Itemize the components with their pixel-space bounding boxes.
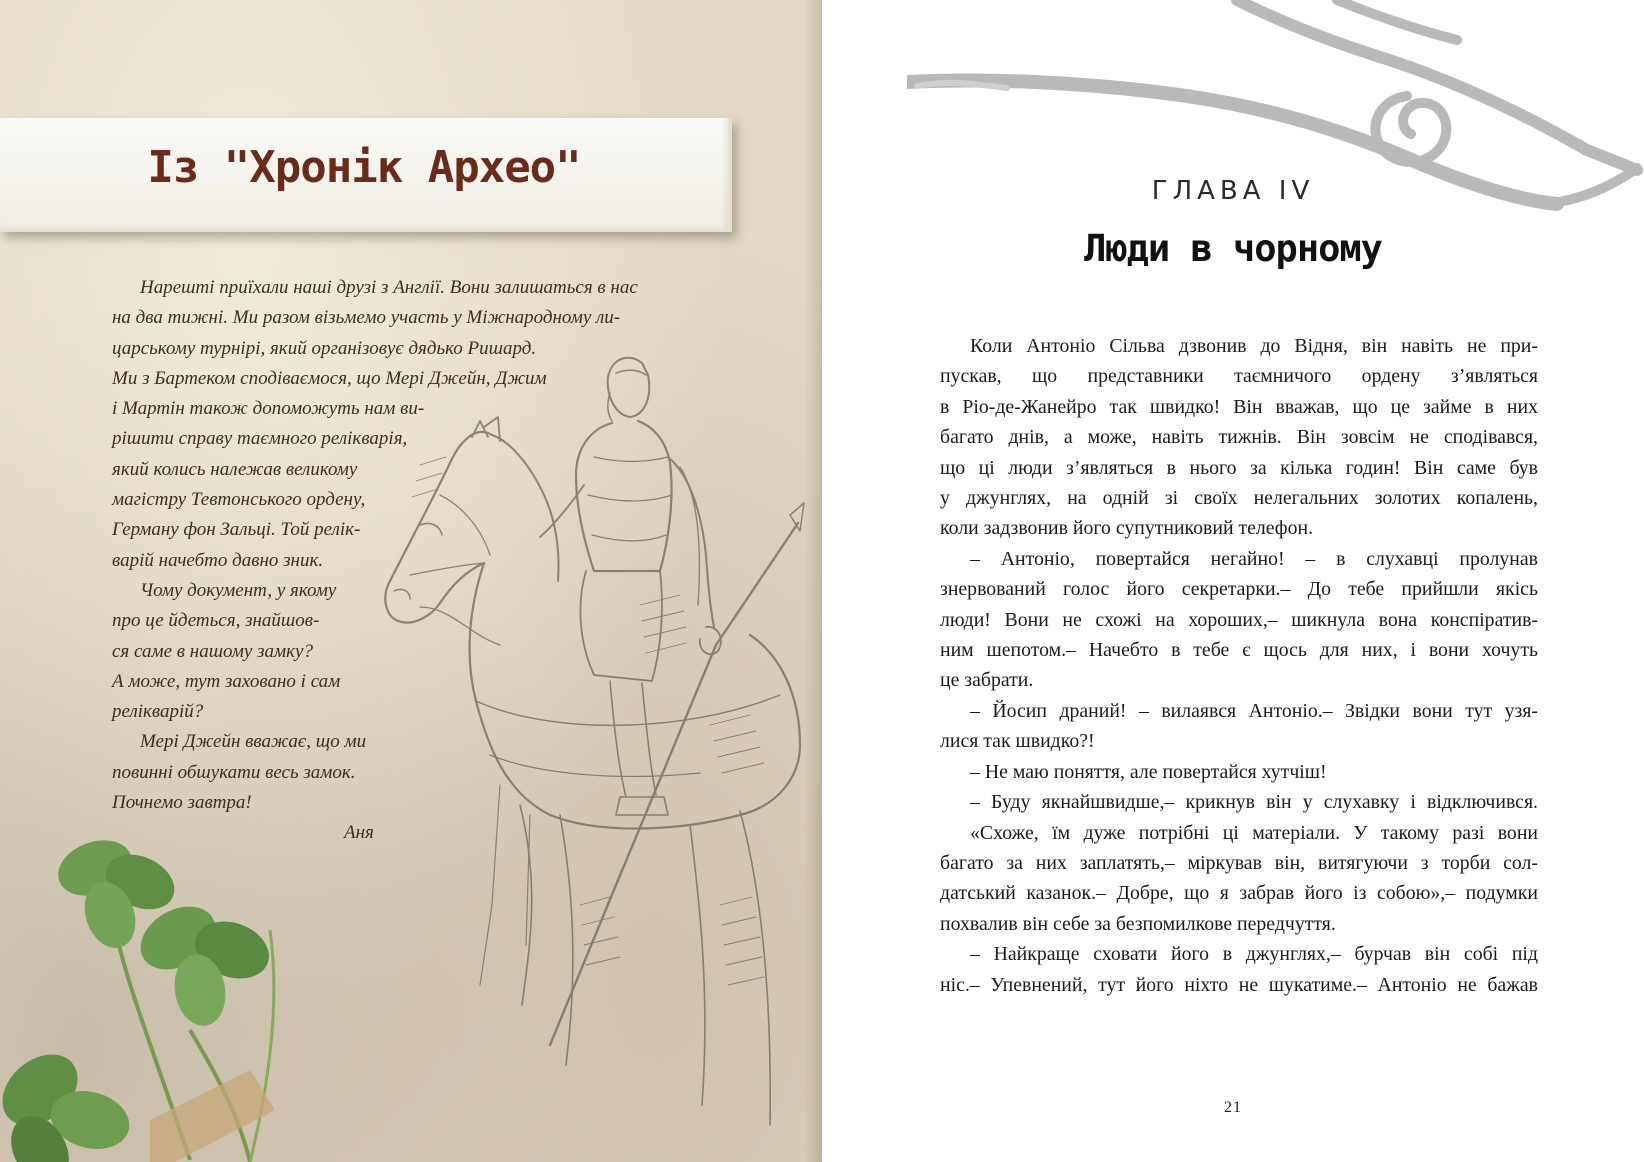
body-line: похвалив він себе за безпомилкове передчуття. (940, 912, 1336, 935)
body-line: багато днів, а може, навіть тижнів. Він зовсім не сподівався, (940, 426, 1538, 449)
body-line: – Буду якнайшвидше,– крикнув він у слухавку і відключився. (970, 791, 1538, 814)
diary-line: Мері Джейн вважає, що ми (140, 731, 367, 753)
body-line: люди! Вони не схожі на хороших,– шикнула вона конспіратив- (940, 608, 1538, 631)
body-line: датський казанок.– Добре, що я забрав його із собою»,– подумки (940, 882, 1538, 905)
body-line: – Антоніо, повертайся негайно! – в слухавці пролунав (970, 547, 1538, 570)
body-line: Коли Антоніо Сільва дзвонив до Відня, він навіть не при- (970, 335, 1538, 357)
diary-line: варій начебто давно зник. (112, 549, 324, 571)
body-line: – Йосип драний! – вилаявся Антоніо.– Звідки вони тут узя- (970, 699, 1538, 722)
body-line: «Схоже, їм дуже потрібні ці матеріали. У такому разі вони (970, 821, 1538, 844)
body-line: лися так швидко?! (940, 730, 1095, 753)
chapter-title: Люди в чорному (1084, 227, 1382, 270)
chapter-label: ГЛАВА IV (1151, 176, 1315, 206)
page-spine-shadow (804, 0, 822, 1162)
diary-line: рішити справу таємного релікварія, (112, 428, 408, 450)
body-line: багато за них заплатять,– міркував він, витягуючи з торби сол- (940, 851, 1538, 874)
diary-line: магістру Тевтонського ордену, (112, 489, 366, 511)
diary-line: А може, тут заховано і сам (112, 670, 341, 692)
section-banner (0, 118, 732, 232)
body-line: ніс.– Упевнений, тут його ніхто не шукатиме.– Антоніо не бажав (940, 973, 1538, 996)
page-number: 21 (1224, 1099, 1242, 1116)
diary-line: релікварій? (112, 701, 204, 723)
diary-line: повинні обшукати весь замок. (112, 761, 356, 783)
body-line: коли задзвонив його супутниковий телефон. (940, 517, 1314, 540)
body-line: ним шепотом.– Начебто в тебе є щось для них, і вони хочуть (940, 639, 1538, 662)
body-line: у джунглях, на одній зі своїх нелегальних золотих копалень, (940, 487, 1538, 510)
chapter-body (940, 331, 1538, 1000)
diary-line: царському турнірі, який організовує дядько Ришард. (112, 337, 537, 359)
diary-signature: Аня (344, 822, 374, 844)
banner-title: Із "Хронік Археο" (147, 142, 581, 193)
right-page (822, 0, 1644, 1162)
diary-entry (112, 273, 732, 849)
diary-line: на два тижні. Ми разом візьмемо участь у Міжнародному ли- (112, 307, 621, 329)
body-line: що ці люди з’являться в нього за кілька годин! Він саме був (940, 456, 1538, 479)
body-line: знервований голос його секретарки.– До тебе прийшли якісь (940, 578, 1538, 601)
body-line: в Ріо-де-Жанейро так швидко! Він вважав, що це займе в них (940, 395, 1538, 418)
body-line: це забрати. (940, 669, 1034, 692)
body-line: – Не маю поняття, але повертайся хутчіш! (970, 760, 1327, 783)
body-line: – Найкраще сховати його в джунглях,– бурчав він собі під (970, 943, 1538, 966)
diary-line: Почнемо завтра! (112, 792, 252, 814)
diary-line: і Мартін також допоможуть нам ви- (112, 398, 425, 420)
body-line: пускав, що представники таємничого ордену з’являться (940, 365, 1538, 388)
diary-line: Нарешті приїхали наші друзі з Англії. Вони залишаться в нас (140, 277, 638, 298)
diary-line: ся саме в нашому замку? (112, 640, 313, 662)
clover-leaves-illustration (0, 820, 340, 1162)
diary-line: Ми з Бартеком сподіваємося, що Мері Джейн, Джим (112, 367, 547, 389)
diary-line: який колись належав великому (112, 458, 358, 480)
diary-line: про це йдеться, знайшов- (112, 610, 320, 632)
diary-line: Чому документ, у якому (140, 579, 337, 601)
diary-line: Герману фон Зальці. Той релік- (112, 519, 361, 541)
